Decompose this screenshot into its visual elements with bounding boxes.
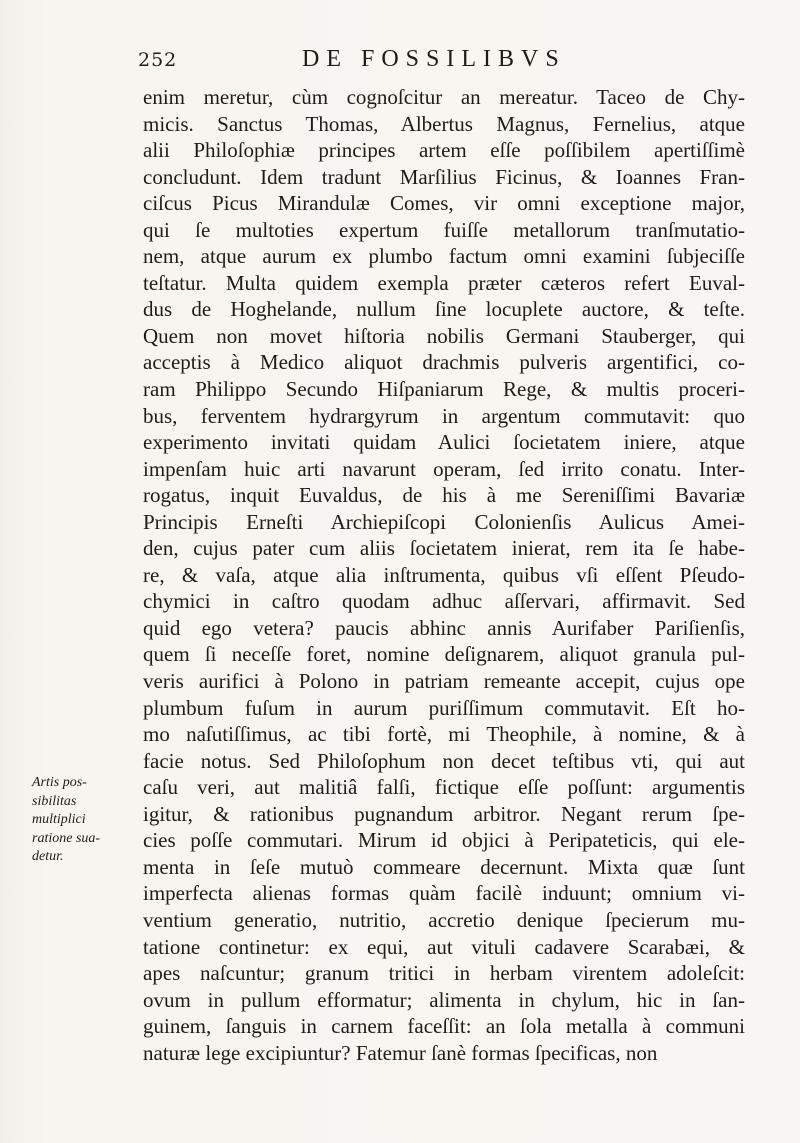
text-line: ovum in pullum efformatur; alimenta in chylum, hic in ſan- bbox=[143, 987, 745, 1012]
text-line: alii Philoſophiæ principes artem eſſe poſſibilem apertiſſimè bbox=[143, 138, 745, 163]
text-line: den, cujus pater cum aliis ſocietatem inierat, rem ita ſe habe- bbox=[143, 536, 745, 561]
text-line: quid ego vetera? paucis abhinc annis Aurifaber Pariſienſis, bbox=[143, 615, 745, 640]
text-line: veris aurifici à Polono in patriam remeante accepit, cujus ope bbox=[143, 669, 745, 694]
text-line: enim meretur, cùm cognoſcitur an mereatur. Taceo de Chy- bbox=[143, 85, 745, 109]
text-line: imperfecta alienas formas quàm facilè induunt; omnium vi- bbox=[143, 881, 745, 906]
text-line: caſu veri, aut malitiâ falſi, fictique eſſe poſſunt: argumentis bbox=[143, 775, 745, 800]
text-line: ram Philippo Secundo Hiſpaniarum Rege, & multis proceri- bbox=[143, 377, 745, 402]
text-line: menta in ſeſe mutuò commeare decernunt. Mixta quæ ſunt bbox=[143, 854, 745, 879]
text-line: mo naſutiſſimus, ac tibi fortè, mi Theophile, à nomine, & à bbox=[143, 722, 745, 747]
page-header bbox=[0, 46, 800, 82]
body-text bbox=[143, 84, 745, 1066]
text-line: tatione continetur: ex equi, aut vituli cadavere Scarabæi, & bbox=[143, 934, 745, 959]
text-line: qui ſe multoties expertum fuiſſe metallorum tranſmutatio- bbox=[143, 217, 745, 242]
text-line: bus, ferventem hydrargyrum in argentum commutavit: quo bbox=[143, 403, 745, 428]
text-line: rogatus, inquit Euvaldus, de his à me Sereniſſimi Bavariæ bbox=[143, 483, 745, 508]
page-number: 252 bbox=[138, 49, 178, 71]
text-line: ventium generatio, nutritio, accretio denique ſpecierum mu- bbox=[143, 907, 745, 932]
text-line: apes naſcuntur; granum tritici in herbam virentem adoleſcit: bbox=[143, 961, 745, 986]
text-line: impenſam huic arti navarunt operam, ſed irrito conatu. Inter- bbox=[143, 456, 745, 481]
text-line: Quem non movet hiſtoria nobilis Germani Stauberger, qui bbox=[143, 323, 745, 348]
margin-note bbox=[32, 774, 137, 867]
text-line: re, & vaſa, atque alia inſtrumenta, quibus vſi eſſent Pſeudo- bbox=[143, 562, 745, 587]
text-line: facie notus. Sed Philoſophum non decet teſtibus vti, qui aut bbox=[143, 748, 745, 773]
text-line: dus de Hoghelande, nullum ſine locuplete auctore, & teſte. bbox=[143, 297, 745, 322]
margin-note-line: detur. bbox=[32, 849, 64, 864]
text-line: concludunt. Idem tradunt Marſilius Ficinus, & Ioannes Fran- bbox=[143, 164, 745, 189]
text-line: acceptis à Medico aliquot drachmis pulveris argentifici, co- bbox=[143, 350, 745, 375]
text-line: teſtatur. Multa quidem exempla præter cæteros refert Euval- bbox=[143, 270, 745, 295]
text-line: chymici in caſtro quodam adhuc aſſervari, affirmavit. Sed bbox=[143, 589, 745, 614]
text-line: plumbum fuſum in aurum puriſſimum commutavit. Eſt ho- bbox=[143, 695, 745, 720]
margin-note-line: sibilitas bbox=[32, 793, 77, 809]
margin-note-line: Artis pos- bbox=[32, 775, 87, 790]
text-line: Principis Erneſti Archiepiſcopi Colonienſis Aulicus Amei- bbox=[143, 509, 745, 534]
text-line: experimento invitati quidam Aulici ſocietatem iniere, atque bbox=[143, 430, 745, 455]
running-head: DE FOSSILIBVS bbox=[302, 46, 566, 72]
margin-note-line: ratione sua- bbox=[32, 830, 101, 846]
text-line: cies poſſe commutari. Mirum id objici à Peripateticis, qui ele- bbox=[143, 828, 745, 853]
text-line: nem, atque aurum ex plumbo factum omni examini ſubjeciſſe bbox=[143, 244, 745, 269]
text-line: naturæ lege excipiuntur? Fatemur ſanè formas ſpecificas, non bbox=[143, 1040, 658, 1065]
text-line: ciſcus Picus Mirandulæ Comes, vir omni exceptione major, bbox=[143, 191, 745, 216]
margin-note-line: multiplici bbox=[32, 812, 86, 827]
text-line: quem ſi neceſſe foret, nomine deſignarem, aliquot granula pul- bbox=[143, 642, 745, 667]
text-line: igitur, & rationibus pugnandum arbitror. Negant rerum ſpe- bbox=[143, 801, 745, 826]
text-line: micis. Sanctus Thomas, Albertus Magnus, Fernelius, atque bbox=[143, 111, 745, 136]
text-line: guinem, ſanguis in carnem faceſſit: an ſola metalla à communi bbox=[143, 1014, 745, 1039]
